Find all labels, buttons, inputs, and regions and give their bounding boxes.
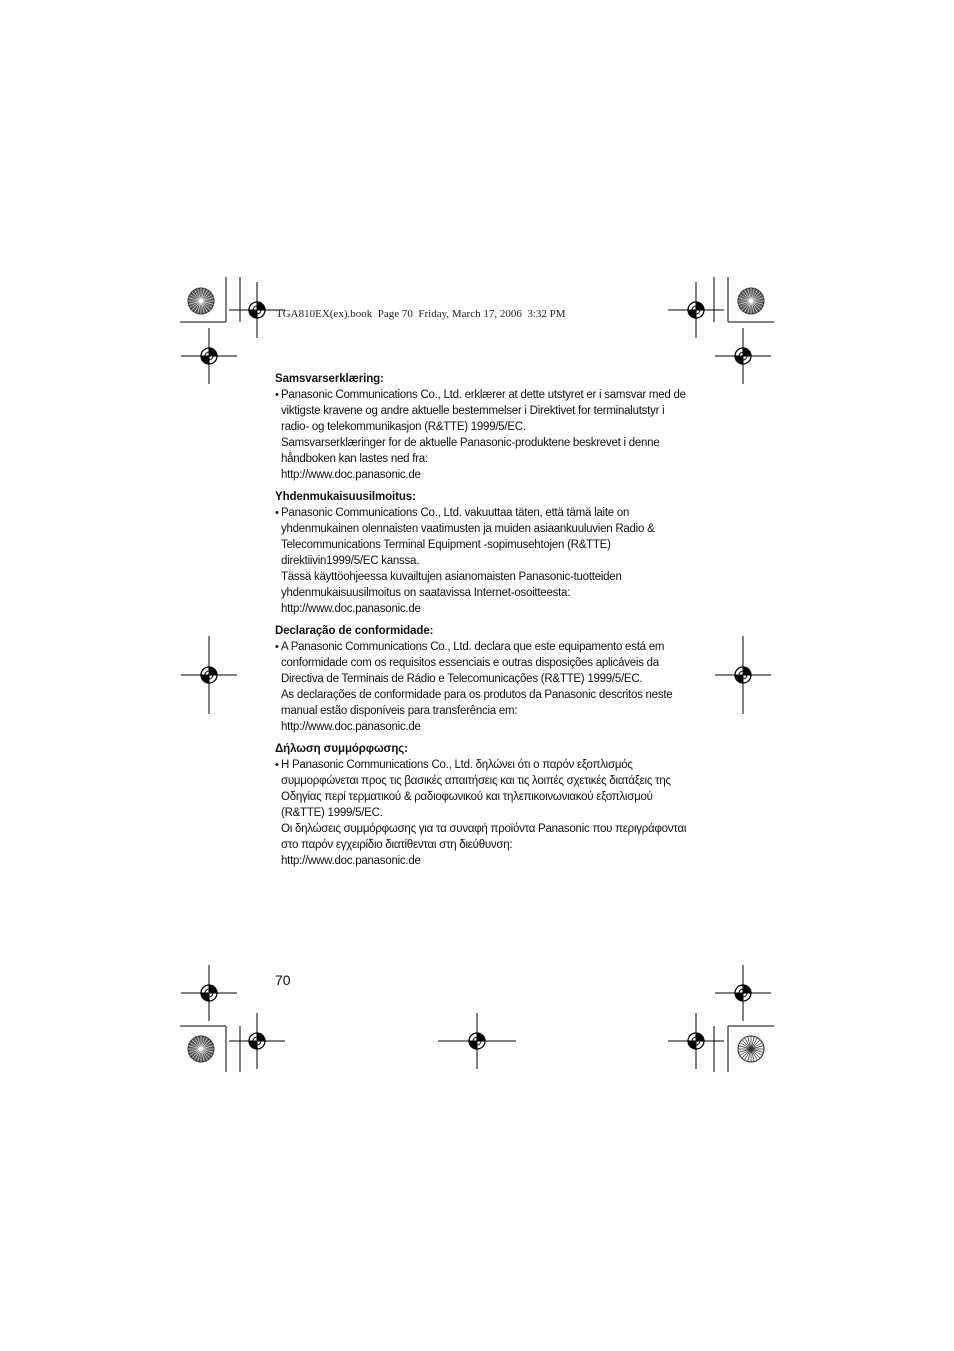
- text-line: manual estão disponíveis para transferência em:: [281, 705, 518, 717]
- text-line: yhdenmukaisuusilmoitus on saatavissa Internet-osoitteesta:: [281, 587, 571, 599]
- bullet-item: [275, 757, 695, 869]
- text-line: Η Panasonic Communications Co., Ltd. δηλώνει ότι ο παρόν εξοπλισμός: [281, 759, 633, 771]
- section-heading: Δήλωση συμμόρφωσης:: [275, 743, 408, 755]
- registration-mark-icon: [715, 328, 771, 384]
- text-line: (R&TTE) 1999/5/EC.: [281, 807, 383, 819]
- section-heading: Yhdenmukaisuusilmoitus:: [275, 491, 416, 503]
- text-line: Οι δηλώσεις συμμόρφωσης για τα συναφή προϊόντα Panasonic που περιγράφονται: [281, 823, 687, 835]
- color-wheel-icon: [738, 288, 764, 314]
- bullet-icon: •: [275, 507, 279, 519]
- color-wheel-icon: [738, 1036, 764, 1062]
- text-line: direktiivin1999/5/EC kanssa.: [281, 555, 420, 567]
- color-wheel-icon: [188, 288, 214, 314]
- text-line: Directiva de Terminais de Rádio e Telecomunicações (R&TTE) 1999/5/EC.: [281, 673, 643, 685]
- url-text: http://www.doc.panasonic.de: [281, 469, 421, 481]
- text-line: viktigste kravene og andre aktuelle bestemmelser i Direktivet for terminalutstyr i: [281, 405, 665, 417]
- section-heading: Declaração de conformidade:: [275, 625, 434, 637]
- registration-mark-icon: [181, 965, 237, 1021]
- section-finnish: [275, 489, 695, 617]
- color-wheel-icon: [188, 1036, 214, 1062]
- url-text: http://www.doc.panasonic.de: [281, 603, 421, 615]
- registration-mark-icon: [715, 965, 771, 1021]
- text-line: Οδηγίας περί τερματικού & ραδιοφωνικού και τηλεπικοινωνιακού εξοπλισμού: [281, 791, 653, 803]
- bullet-icon: •: [275, 389, 279, 401]
- bullet-item: [275, 505, 695, 617]
- text-line: yhdenmukainen olennaisten vaatimusten ja muiden asiaankuuluvien Radio &: [281, 523, 655, 535]
- text-line: Telecommunications Terminal Equipment -sopimusehtojen (R&TTE): [281, 539, 611, 551]
- text-line: Samsvarserklæringer for de aktuelle Panasonic-produktene beskrevet i denne: [281, 437, 660, 449]
- text-line: conformidade com os requisitos essenciais e outras disposições aplicáveis da: [281, 657, 659, 669]
- section-greek: [275, 741, 695, 869]
- text-line: A Panasonic Communications Co., Ltd. declara que este equipamento está em: [281, 641, 665, 653]
- section-norwegian: [275, 371, 695, 483]
- text-line: στο παρόν εγχειρίδιο διατίθενται στη διεύθυνση:: [281, 839, 513, 851]
- registration-mark-icon: [668, 1013, 724, 1069]
- registration-mark-icon: [668, 282, 724, 338]
- text-line: Panasonic Communications Co., Ltd. erklærer at dette utstyret er i samsvar med de: [281, 389, 686, 401]
- section-portuguese: [275, 623, 695, 735]
- text-line: συμμορφώνεται προς τις βασικές απαιτήσεις και τις λοιπές σχετικές διατάξεις της: [281, 775, 671, 787]
- url-text: http://www.doc.panasonic.de: [281, 721, 421, 733]
- text-line: håndboken kan lastes ned fra:: [281, 453, 428, 465]
- page-number: 70: [275, 972, 291, 988]
- bullet-item: [275, 387, 695, 483]
- text-line: As declarações de conformidade para os produtos da Panasonic descritos neste: [281, 689, 673, 701]
- text-line: radio- og telekommunikasjon (R&TTE) 1999/5/EC.: [281, 421, 526, 433]
- url-text: http://www.doc.panasonic.de: [281, 855, 421, 867]
- registration-mark-icon: [229, 1013, 285, 1069]
- declarations-content: [275, 371, 695, 875]
- text-line: Tässä käyttöohjeessa kuvailtujen asianomaisten Panasonic-tuotteiden: [281, 571, 622, 583]
- bullet-icon: •: [275, 759, 279, 771]
- book-header: TGA810EX(ex).book Page 70 Friday, March 17, 2006 3:32 PM: [276, 308, 566, 320]
- bullet-item: [275, 639, 695, 735]
- section-heading: Samsvarserklæring:: [275, 373, 384, 385]
- text-line: Panasonic Communications Co., Ltd. vakuuttaa täten, että tämä laite on: [281, 507, 630, 519]
- bullet-icon: •: [275, 641, 279, 653]
- registration-mark-icon: [181, 328, 237, 384]
